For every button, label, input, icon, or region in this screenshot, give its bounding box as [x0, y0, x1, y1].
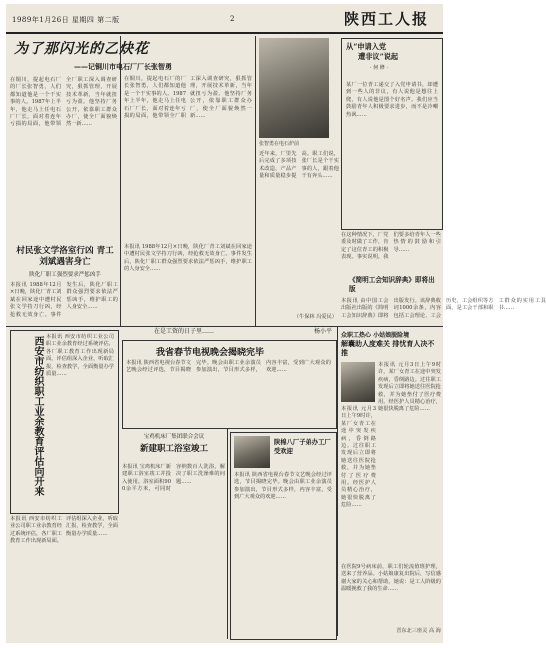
short-news-title: 陕棉八厂子弟办工厂受欢迎 [274, 439, 331, 455]
commentary-byline: · 何 修 · [370, 65, 388, 71]
commentary-title: 遭非议”说起 [358, 52, 399, 61]
masthead [6, 4, 443, 34]
column-divider [227, 429, 228, 639]
side-mid-body: 在这种情况下，厂党委及时做了工作，肯定了这位青工的积极表现。事实说明，我们要多给青年人一些热情的鼓励和引导…… [341, 232, 441, 261]
article2-body: 本报讯 1988年12月×日晚，陕化厂青工刘斌在回家途中遭村民张文学持刀行凶，经抢救无效身亡。事件发生后，陕化厂职工群众强烈要求依法严惩凶手，维护职工的人身安全…… [10, 282, 118, 318]
caption-author: 杨小平 [313, 328, 332, 335]
enterprise-title: 新建职工浴室竣工 [139, 444, 208, 454]
page-number: 2 [230, 15, 235, 23]
portrait-photo [341, 362, 375, 402]
short-news-body: 本报讯 陕西省电视台春节文艺晚会经过评选，节目揭晓完毕。晚会由职工业余演员参加演出，节目形式多样，内容丰富，受到广大观众的欢迎…… [234, 472, 332, 501]
bottom-story-body: 本报讯 元月3日上午9时许，某厂女青工在途中突发疾病，昏倒路边。过往职工发现后立即将她送往医院抢救，并为她垫付了医疗费用。经医护人员精心治疗，她很快脱离了危险…… [378, 362, 441, 413]
side-mid-title: 《简明工会知识辞典》即将出版 [349, 276, 435, 293]
bottom-story-kicker: 众职工热心 小姑娘脱险境 [341, 332, 410, 339]
sidebar-top-body: 近年来，厂里先后完成了多项技术改造，产品产量和质量稳步提高。职工们说，张厂长是个干实事的人，跟着他干有奔头…… [259, 151, 339, 180]
bottom-story-body-left: 本报讯 元月3日上午9时许，某厂女青工在途中突发疾病，昏倒路边。过往职工发现后立即将她送往医院抢救，并为她垫付了医疗费用。经医护人员精心治疗，她很快脱离了危险…… [341, 406, 376, 509]
news-photo [234, 436, 270, 468]
lead-body: 在铜川，提起电石厂的厂长张智勇，人们都知道他是一个干实事的人。1987年上半年，他走马上任电石厂厂长，面对着连年亏损的局面，他带领全厂职工深入调查研究，狠抓管理，开展技术革新，当年就扭亏为盈。他坚持厂务公开，依靠职工群众办厂，使全厂面貌焕然一新…… [10, 77, 117, 128]
sidebar-top-byline: （牛保林 冯爱民） [293, 314, 337, 320]
vertical-headline: 西安市纺织职工业余教育评估向开来 [32, 336, 43, 496]
spring-gala-title: 我省春节电视晚会揭晓完毕 [156, 348, 265, 358]
bottom-right-byline: 晋东北三座灵 高 海 [396, 628, 441, 634]
column-divider [255, 36, 256, 326]
lead-body-continued: 在铜川，提起电石厂的厂长张智勇，人们都知道他是一个干实事的人。1987年上半年，他走马上任电石厂厂长，面对着连年亏损的局面，他带领全厂职工深入调查研究，狠抓管理，开展技术革新，当年就扭亏为盈。他坚持厂务公开，依靠职工群众办厂，使全厂面貌焕然一新…… [124, 76, 252, 120]
photo-caption: 张智勇在电石炉前 [259, 141, 300, 147]
spring-gala-body: 本报讯 陕西省电视台春节文艺晚会经过评选，节目揭晓完毕。晚会由职工业余演员参加演出，节目形式多样，内容丰富，受到广大观众的欢迎…… [126, 360, 331, 374]
article3-body: 本报讯 西安市纺织工业公司职工业余教育经过系统评估，各厂职工教育工作出现新局面。评估组深入企业，听取汇报，检查教学，全面衡量办学质量…… [46, 334, 114, 378]
commentary-kicker: 从“申请入党 [346, 42, 387, 51]
bottom-right-body: 在医院9号病床前，职工们轮流值班护理，送来了营养品。小姑娘康复出院后，写信感谢大家的关心和帮助。她说：是工人阶级的温暖挽救了我的生命…… [341, 564, 441, 593]
caption-text: 在是工资的日子里…… [154, 328, 215, 335]
article2-body-continued: 本报讯 1988年12月×日晚，陕化厂青工刘斌在回家途中遭村民张文学持刀行凶，经抢救无效身亡。事件发生后，陕化厂职工群众强烈要求依法严惩凶手，维护职工的人身安全…… [124, 244, 252, 273]
caption-strip [124, 326, 336, 338]
newspaper-page [6, 4, 546, 643]
article2-headline [12, 246, 118, 280]
lead-subtitle: ——记铜川市电石厂厂长张智勇 [74, 62, 172, 71]
factory-photo [259, 38, 329, 138]
article2-subtitle: 陕化厂职工强烈要求严惩凶手 [29, 272, 101, 278]
enterprise-head [124, 432, 224, 460]
commentary-head [346, 42, 438, 82]
lead-title: 为了那闪光的乙炔花 [14, 41, 149, 57]
column-divider [120, 36, 121, 326]
newspaper-logo: 陕西工人报 [344, 10, 430, 28]
side-mid-body2: 本报讯 由中国工会出版社出版的《简明工会知识辞典》即将出版发行。该辞典收词1000余条，内容包括工会理论、工会历史、工会组织等方面，是工会干部和职工群众的实用工具书…… [341, 298, 546, 319]
column-divider [337, 326, 338, 636]
bottom-story-head [341, 330, 441, 360]
bottom-story-title: 解囊助人度难关 排忧育人决不推 [341, 339, 435, 357]
enterprise-kicker: 宝鸡机床厂集团联合会议 [143, 434, 205, 440]
issue-date: 1989年1月26日 星期四 第二版 [12, 16, 120, 24]
article3-body-continued: 本报讯 西安市纺织工业公司职工业余教育经过系统评估，各厂职工教育工作出现新局面。评估组深入企业，听取汇报，检查教学，全面衡量办学质量…… [10, 516, 118, 545]
enterprise-body: 本报讯 宝鸡机床厂新建职工浴室竣工并投入使用。浴室面积900余平方米，可同时容纳数百人洗浴，解决了职工洗澡难的问题…… [122, 464, 225, 493]
article2-title: 村民张文学洛室行凶 青工刘斌遇害身亡 [16, 246, 114, 267]
commentary-body: 某厂一位青工递交了入党申请书，却遭到一些人的非议，有人说他是想往上爬，有人说他是图个好名声。我们应当鼓励青年人积极要求进步，而不是冷嘲热讽…… [346, 82, 438, 118]
